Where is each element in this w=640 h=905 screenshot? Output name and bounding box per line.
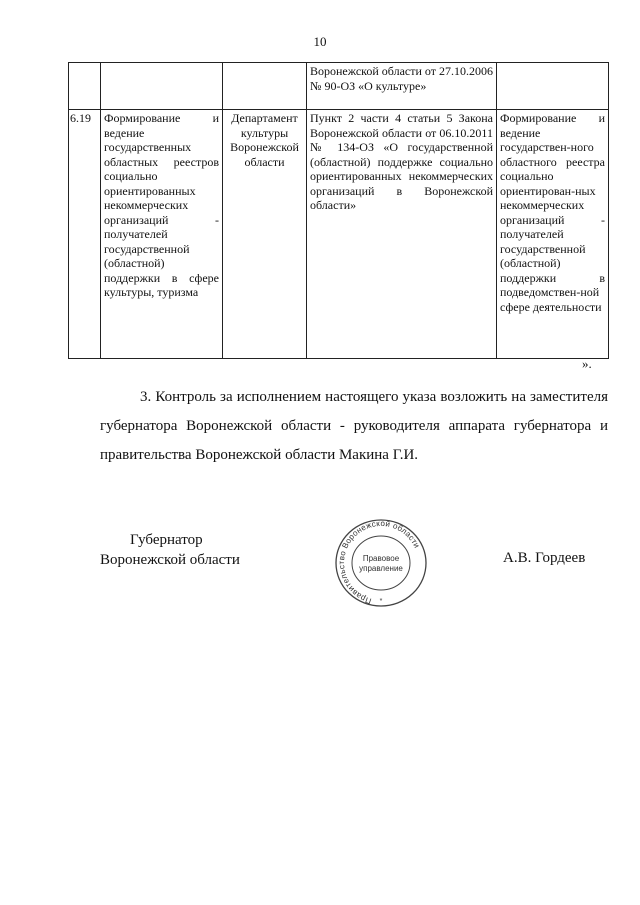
- paragraph-text: 3. Контроль за исполнением настоящего указа возложить на заместителя губернатора Воронежской области - руководителя аппарата губернатора и правительства Воронежской области Макина Г.И.: [100, 389, 608, 463]
- table-row: [69, 63, 609, 110]
- cell-num: 6.19: [69, 110, 101, 359]
- table-row: [69, 110, 609, 359]
- closing-quote: ».: [582, 356, 592, 371]
- seal-ring-text: Правительство Воронежской области: [337, 518, 422, 606]
- seal-center-line2: управление: [359, 564, 403, 573]
- cell-result: [497, 63, 609, 110]
- cell-basis: Пункт 2 части 4 статьи 5 Закона Воронежской области от 06.10.2011 № 134-ОЗ «О государственной (областной) поддержке социально ориентированных некоммерческих организаций в Воронежской области»: [307, 110, 497, 359]
- signature-title: [100, 530, 240, 570]
- signature-title-line2: Воронежской области: [100, 552, 240, 568]
- signature-title-line1: Губернатор: [130, 532, 203, 548]
- legal-department-stamp: [326, 516, 436, 614]
- page-number: 10: [313, 34, 327, 49]
- cell-name: [101, 63, 223, 110]
- seal-center-line1: Правовое: [362, 554, 400, 563]
- cell-department: Департамент культуры Воронежской области: [223, 110, 307, 359]
- signature-name: А.В. Гордеев: [503, 550, 586, 566]
- cell-num: [69, 63, 101, 110]
- cell-department: [223, 63, 307, 110]
- seal-star-icon: *: [379, 598, 383, 605]
- functions-table: [68, 62, 609, 359]
- cell-name: Формирование и ведение государственных областных реестров социально ориентированных некоммерческих организаций - получателей государственной (областной) поддержки в сфере культуры, туризма: [101, 110, 223, 359]
- cell-basis: Воронежской области от 27.10.2006 № 90-ОЗ «О культуре»: [307, 63, 497, 110]
- control-paragraph: [100, 383, 608, 470]
- cell-result: Формирование и ведение государствен-ного областного реестра социально ориентирован-ных некоммерческих организаций - получателей государственной (областной) поддержки в подведомствен-ной сфере деятельности: [497, 110, 609, 359]
